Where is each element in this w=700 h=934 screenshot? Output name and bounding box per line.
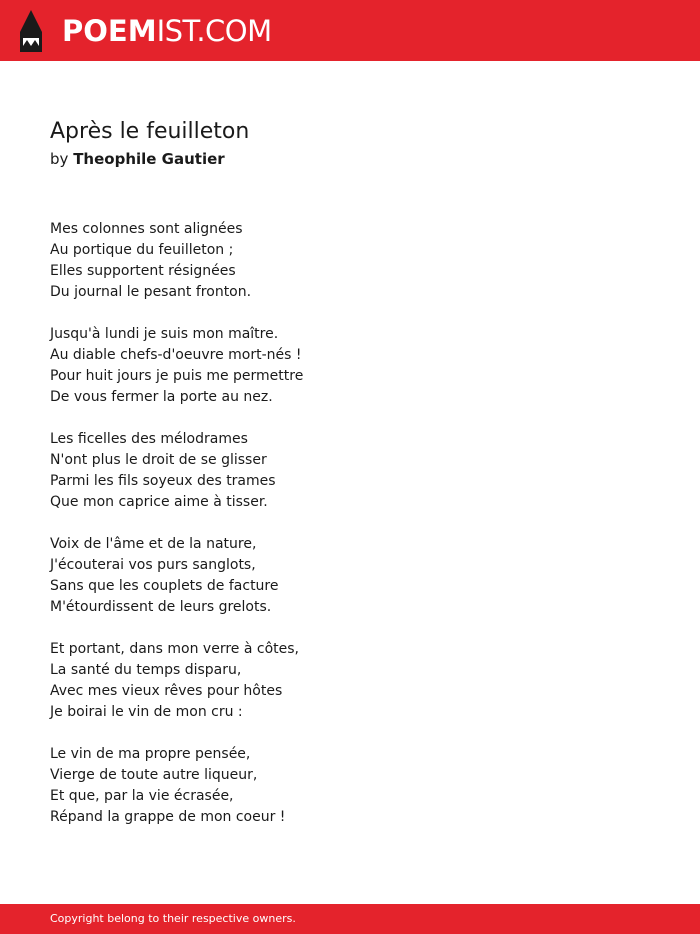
poem-line: M'étourdissent de leurs grelots. (50, 599, 272, 615)
site-header (0, 0, 700, 61)
stanza (50, 639, 303, 723)
poem-body (50, 219, 303, 849)
poem-line: Avec mes vieux rêves pour hôtes (50, 683, 283, 699)
poem-line: Les ficelles des mélodrames (50, 431, 248, 447)
stanza (50, 429, 303, 513)
poem-line: Elles supportent résignées (50, 263, 236, 279)
stanza (50, 324, 303, 408)
poem-line: De vous fermer la porte au nez. (50, 389, 273, 405)
poem-line: Du journal le pesant fronton. (50, 284, 252, 300)
brand-bold: POEM (62, 14, 157, 48)
poem-line: Mes colonnes sont alignées (50, 221, 243, 237)
stanza (50, 534, 303, 618)
pencil-tip-icon (18, 10, 44, 52)
by-label: by (50, 150, 69, 168)
poem-line: Sans que les couplets de facture (50, 578, 279, 594)
copyright-notice: Copyright belong to their respective owners. (50, 912, 296, 925)
byline (50, 149, 225, 169)
brand-light: IST.COM (156, 14, 272, 48)
poem-line: Je boirai le vin de mon cru : (50, 704, 243, 720)
poem-line: Pour huit jours je puis me permettre (50, 368, 304, 384)
poem-line: J'écouterai vos purs sanglots, (50, 557, 256, 573)
poem-line: Voix de l'âme et de la nature, (50, 536, 257, 552)
site-logo[interactable] (62, 13, 272, 49)
poem-line: Répand la grappe de mon coeur ! (50, 809, 286, 825)
site-footer (0, 904, 700, 934)
poem-line: La santé du temps disparu, (50, 662, 242, 678)
poem-line: Parmi les fils soyeux des trames (50, 473, 276, 489)
poem-title: Après le feuilleton (50, 119, 250, 144)
poem-line: Vierge de toute autre liqueur, (50, 767, 258, 783)
stanza (50, 219, 303, 303)
poem-line: Le vin de ma propre pensée, (50, 746, 251, 762)
poem-line: Et portant, dans mon verre à côtes, (50, 641, 299, 657)
poem-line: Au diable chefs-d'oeuvre mort-nés ! (50, 347, 302, 363)
stanza (50, 744, 303, 828)
author-name: Theophile Gautier (73, 150, 225, 168)
poem-line: Et que, par la vie écrasée, (50, 788, 234, 804)
poem-line: Jusqu'à lundi je suis mon maître. (50, 326, 279, 342)
poem-line: Que mon caprice aime à tisser. (50, 494, 268, 510)
poem-line: Au portique du feuilleton ; (50, 242, 234, 258)
poem-line: N'ont plus le droit de se glisser (50, 452, 267, 468)
